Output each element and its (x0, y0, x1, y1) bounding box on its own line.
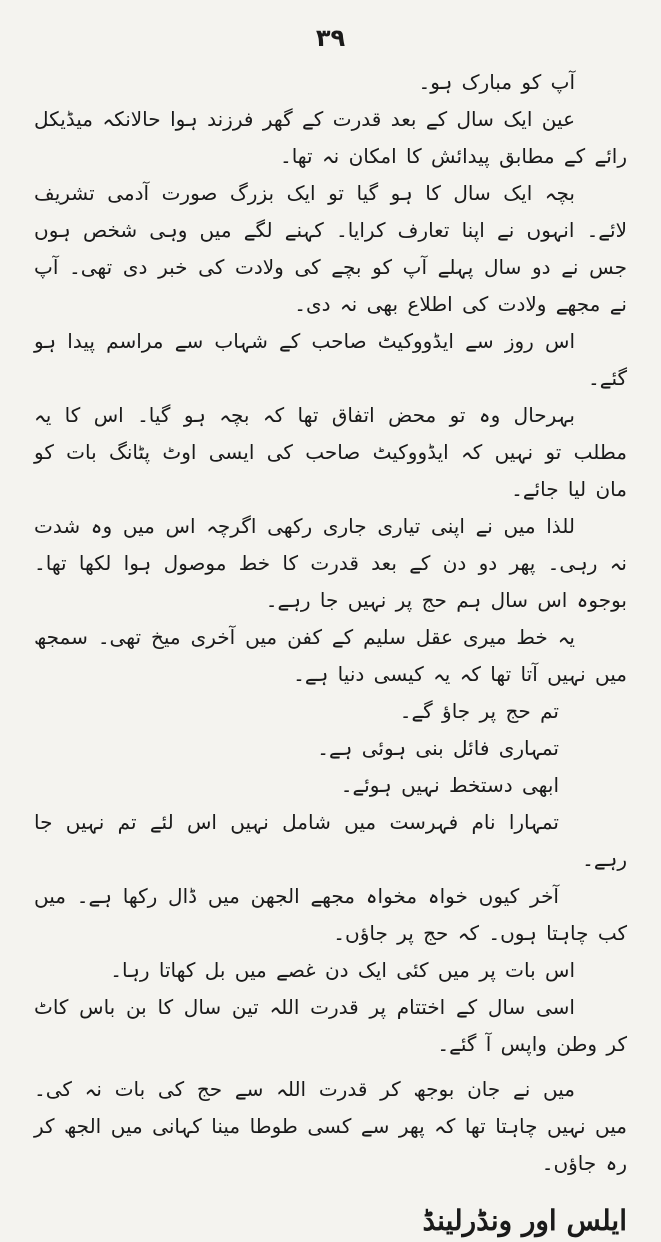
paragraph: اس روز سے ایڈووکیٹ صاحب کے شہاب سے مراسم پیدا ہو گئے۔ (34, 329, 627, 390)
page-number: ۳۹ (315, 24, 346, 52)
dialogue-line: ابھی دستخط نہیں ہوئے۔ (340, 773, 559, 797)
dialogue-line: تمہاری فائل بنی ہوئی ہے۔ (317, 736, 559, 760)
paragraph: للذا میں نے اپنی تیاری جاری رکھی اگرچہ اس میں وہ شدت نہ رہی۔ پھر دو دن کے بعد قدرت کا خط موصول ہوا لکھا تھا۔ بوجوہ اس سال ہم حج پر نہیں جا رہے۔ (34, 514, 627, 612)
dialogue-line: تمہارا نام فہرست میں شامل نہیں اس لئے تم نہیں جا رہے۔ (34, 810, 627, 871)
paragraph: یہ خط میری عقل سلیم کے کفن میں آخری میخ تھی۔ سمجھ میں نہیں آتا تھا کہ یہ کیسی دنیا ہے۔ (34, 625, 627, 686)
paragraph-gap (34, 1063, 627, 1071)
paragraph: بہرحال وہ تو محض اتفاق تھا کہ بچہ ہو گیا۔ اس کا یہ مطلب تو نہیں کہ ایڈووکیٹ صاحب کی ایسی اوٹ پٹانگ بات کو مان لیا جائے۔ (34, 403, 627, 501)
paragraph: آپ کو مبارک ہو۔ (418, 70, 575, 94)
paragraph: عین ایک سال کے بعد قدرت کے گھر فرزند ہوا حالانکہ میڈیکل رائے کے مطابق پیدائش کا امکان نہ تھا۔ (34, 107, 627, 168)
paragraph: میں نے جان بوجھ کر قدرت اللہ سے حج کی بات نہ کی۔ میں نہیں چاہتا تھا کہ پھر سے کسی طوطا مینا کہانی میں الجھ کر رہ جاؤں۔ (34, 1077, 627, 1175)
paragraph: بچہ ایک سال کا ہو گیا تو ایک بزرگ صورت آدمی تشریف لائے۔ انہوں نے اپنا تعارف کرایا۔ کہنے لگے میں وہی شخص ہوں جس نے دو سال پہلے آپ کو بچے کی ولادت کی خبر دی تھی۔ آپ نے مجھے ولادت کی اطلاع بھی نہ دی۔ (34, 181, 627, 316)
page-body (34, 64, 627, 1182)
paragraph: اس بات پر میں کئی ایک دن غصے میں بل کھاتا رہا۔ (110, 958, 575, 982)
dialogue-line: آخر کیوں خواہ مخواہ مجھے الجھن میں ڈال رکھا ہے۔ میں کب چاہتا ہوں۔ کہ حج پر جاؤں۔ (34, 884, 627, 945)
paragraph: اسی سال کے اختتام پر قدرت اللہ تین سال کا بن باس کاٹ کر وطن واپس آ گئے۔ (34, 995, 627, 1056)
dialogue-line: تم حج پر جاؤ گے۔ (399, 699, 559, 723)
section-heading: ایلس اور ونڈرلینڈ (422, 1204, 627, 1237)
